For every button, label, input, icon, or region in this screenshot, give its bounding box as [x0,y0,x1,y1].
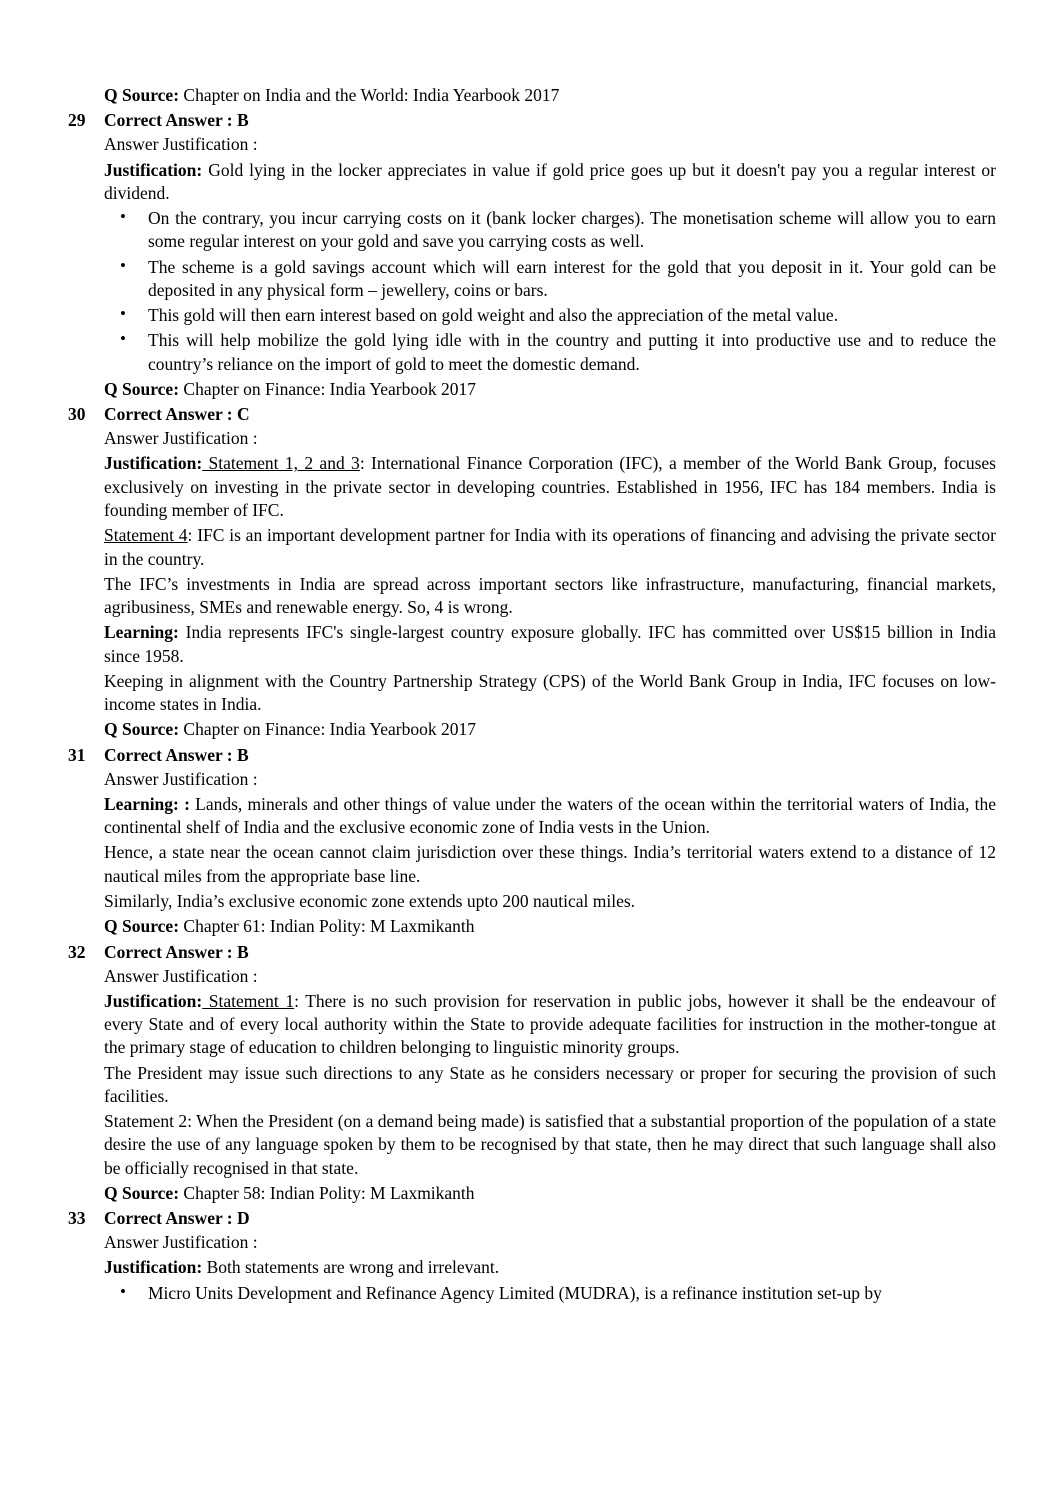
list-item: • This gold will then earn interest based on gold weight and also the appreciation of the metal value. [62,304,996,327]
correct-answer-heading: Correct Answer : B [104,744,249,765]
justification-paragraph [104,670,996,717]
paragraph-text: Lands, minerals and other things of value under the waters of the ocean within the territorial waters of India, the continental shelf of India and the exclusive economic zone of India vests in the Union. [104,793,996,838]
source-label: Q Source: [104,1182,180,1203]
source-text: Chapter on India and the World: India Yearbook 2017 [179,85,560,105]
correct-answer-heading: Correct Answer : D [104,1208,250,1229]
list-item: • Micro Units Development and Refinance Agency Limited (MUDRA), is a refinance institution set-up by [62,1282,996,1305]
source-text: Chapter 58: Indian Polity: M Laxmikanth [179,1182,475,1203]
source-text: Chapter 61: Indian Polity: M Laxmikanth [179,916,475,937]
paragraph-label: Justification: [104,990,203,1011]
paragraph-text: Both statements are wrong and irrelevant. [202,1257,500,1278]
paragraph-text: Hence, a state near the ocean cannot claim jurisdiction over these things. India’s territorial waters extend to a distance of 12 nautical miles from the appropriate base line. [104,842,996,886]
justification-paragraph [104,159,996,206]
source-label: Q Source: [104,916,180,937]
answers-list [62,110,996,1305]
list-item: • On the contrary, you incur carrying costs on it (bank locker charges). The monetisation scheme will allow you to earn some regular interest on your gold and save you carrying costs as well. [62,207,996,254]
source-label: Q Source: [104,378,180,399]
question-number: 30 [68,404,86,425]
paragraph-text: The President may issue such directions to any State as he considers necessary or proper for securing the provision of such facilities. [104,1062,996,1106]
justification-paragraph [104,1256,996,1279]
justification-paragraph [104,573,996,620]
source-label: Q Source: [104,85,180,105]
paragraph-text: Keeping in alignment with the Country Partnership Strategy (CPS) of the World Bank Group in India, IFC focuses on low-income states in India. [104,670,996,715]
paragraph-statement-ref: Statement 1, 2 and 3 [202,453,360,474]
answer-block [62,745,996,939]
justification-paragraph [104,990,996,1060]
source-line [104,718,996,741]
answer-block [62,110,996,401]
paragraph-statement-ref: Statement 4 [104,525,188,546]
paragraph-label: Justification: [104,159,203,180]
answer-block [62,404,996,741]
answer-justification-label: Answer Justification : [104,134,258,155]
list-item: • This will help mobilize the gold lying idle with in the country and putting it into productive use and to reduce the country’s reliance on the import of gold to meet the domestic demand. [62,329,996,376]
justification-paragraph [104,452,996,522]
source-line [104,915,996,938]
source-line [104,1182,996,1205]
paragraph-text: : IFC is an important development partner for India with its operations of financing and advising the private sector in the country. [104,525,996,569]
paragraph-statement-ref: Statement 1 [202,990,295,1011]
paragraph-text: Gold lying in the locker appreciates in value if gold price goes up but it doesn't pay you a regular interest or dividend. [104,159,996,203]
justification-paragraph [104,621,996,668]
answer-block [62,942,996,1206]
paragraph-text: India represents IFC's single-largest country exposure globally. IFC has committed over US$15 billion in India since 1958. [104,622,996,666]
answer-heading-row [62,404,996,425]
justification-paragraph [104,524,996,571]
correct-answer-heading: Correct Answer : B [104,941,249,962]
paragraph-text: The IFC’s investments in India are spread across important sectors like infrastructure, manufacturing, financial markets, agribusiness, SMEs and renewable energy. So, 4 is wrong. [104,573,996,618]
bullet-list [62,1282,996,1305]
question-number: 33 [68,1208,86,1229]
question-number: 32 [68,941,86,962]
question-number: 31 [68,744,86,765]
correct-answer-heading: Correct Answer : B [104,110,249,131]
source-text: Chapter on Finance: India Yearbook 2017 [179,719,476,740]
paragraph-text: : International Finance Corporation (IFC), a member of the World Bank Group, focuses exclusively on investing in the private sector in developing countries. Established in 1956, IFC has 184 members. India is founding member of IFC. [104,453,996,520]
paragraph-text: Statement 2: When the President (on a demand being made) is satisfied that a substantial proportion of the population of a state desire the use of any language spoken by them to be recognised by that state, then he may direct that such language shall also be officially recognised in that state. [104,1111,996,1178]
paragraph-text: : There is no such provision for reservation in public jobs, however it shall be the endeavour of every State and of every local authority within the State to provide adequate facilities for instruction in the mother-tongue at the primary stage of education to children belonging to linguistic minority groups. [104,990,997,1058]
justification-paragraph [104,793,996,840]
paragraph-label: Learning: [104,622,179,643]
source-line [104,378,996,401]
correct-answer-heading: Correct Answer : C [104,404,250,425]
answer-heading-row [62,110,996,131]
answer-block [62,1208,996,1305]
answer-heading-row [62,745,996,766]
source-text: Chapter on Finance: India Yearbook 2017 [179,378,476,399]
answer-heading-row [62,942,996,963]
bullet-list [62,207,996,376]
justification-paragraph [104,890,996,913]
answer-justification-label: Answer Justification : [104,768,258,789]
justification-paragraph [104,841,996,888]
answer-justification-label: Answer Justification : [104,1232,258,1253]
paragraph-label: Learning: : [104,793,190,814]
source-label: Q Source: [104,719,180,740]
justification-paragraph [104,1110,996,1180]
answer-justification-label: Answer Justification : [104,428,258,449]
answer-heading-row [62,1208,996,1229]
answer-justification-label: Answer Justification : [104,965,258,986]
paragraph-label: Justification: [104,1257,203,1278]
question-number: 29 [68,110,86,131]
list-item: • The scheme is a gold savings account which will earn interest for the gold that you deposit in it. Your gold can be deposited in any physical form – jewellery, coins or bars. [62,256,996,303]
paragraph-label: Justification: [104,453,203,474]
source-line-top [104,84,996,107]
justification-paragraph [104,1062,996,1109]
paragraph-text: Similarly, India’s exclusive economic zone extends upto 200 nautical miles. [104,890,636,911]
